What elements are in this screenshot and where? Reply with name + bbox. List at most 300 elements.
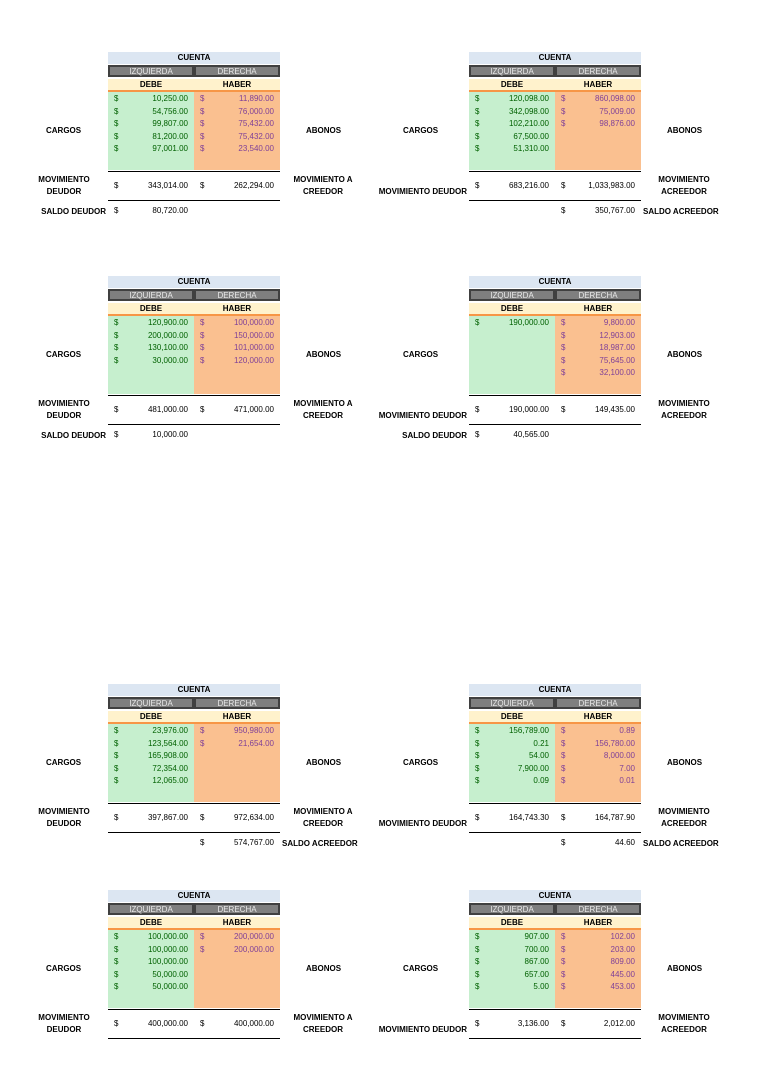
haber-cell — [555, 738, 641, 751]
saldo-amount: 10,000.00 — [152, 430, 188, 439]
izquierda-header: IZQUIERDA — [469, 697, 555, 709]
entry-row — [108, 981, 280, 994]
abonos-label: ABONOS — [667, 964, 703, 973]
currency-symbol: $ — [200, 405, 205, 414]
currency-symbol: $ — [561, 776, 566, 785]
entry-row — [108, 143, 280, 156]
haber-cell — [194, 317, 280, 330]
movimiento-right-label: MOVIMIENTO ACREEDOR — [658, 175, 710, 196]
currency-symbol: $ — [475, 94, 480, 103]
debe-amount: 907.00 — [524, 932, 549, 941]
total-debe — [469, 180, 555, 193]
debe-cell — [469, 956, 555, 969]
cargos-label: CARGOS — [403, 126, 439, 135]
currency-symbol: $ — [200, 318, 205, 327]
total-debe — [469, 1018, 555, 1031]
currency-symbol: $ — [475, 763, 480, 773]
totals-row — [469, 1018, 641, 1030]
debe-cell — [108, 355, 194, 368]
debe-amount: 200,000.00 — [147, 330, 188, 340]
debe-amount: 54,756.00 — [152, 106, 188, 116]
movimiento-right-label: MOVIMIENTO A CREEDOR — [293, 1013, 353, 1034]
haber-amount: 75,432.00 — [238, 119, 274, 128]
haber-header: HABER — [555, 711, 641, 724]
debe-cell — [469, 118, 555, 131]
haber-cell — [194, 981, 280, 994]
entry-row — [108, 93, 280, 106]
currency-symbol: $ — [114, 181, 119, 190]
t-account — [361, 890, 745, 1090]
entry-row — [469, 725, 641, 738]
entry-row — [108, 956, 280, 969]
haber-amount: 76,000.00 — [238, 106, 274, 116]
currency-symbol: $ — [114, 131, 119, 141]
debe-amount: 190,000.00 — [508, 318, 549, 327]
currency-symbol: $ — [200, 1019, 205, 1028]
haber-cell — [555, 330, 641, 343]
haber-cell — [194, 944, 280, 957]
total-separator — [469, 171, 641, 172]
entry-rows — [108, 93, 280, 156]
haber-cell — [555, 969, 641, 982]
debe-amount: 50,000.00 — [152, 969, 188, 979]
haber-amount: 0.01 — [619, 776, 635, 785]
haber-cell — [194, 738, 280, 751]
currency-symbol: $ — [200, 355, 205, 365]
entry-row — [469, 931, 641, 944]
saldo-label: SALDO ACREEDOR — [643, 207, 719, 216]
totals-row — [108, 180, 280, 192]
total-haber — [194, 1018, 280, 1031]
saldo-row — [469, 429, 641, 441]
haber-cell — [555, 106, 641, 119]
movimiento-left-label: MOVIMIENTO DEUDOR — [378, 411, 467, 420]
total-debe — [108, 812, 194, 825]
debe-cell — [108, 969, 194, 982]
debe-cell — [469, 981, 555, 994]
haber-cell — [555, 944, 641, 957]
debe-amount: 867.00 — [524, 957, 549, 966]
entry-row — [108, 118, 280, 131]
haber-amount: 75,009.00 — [599, 106, 635, 116]
derecha-header: DERECHA — [555, 697, 641, 709]
saldo-label: SALDO ACREEDOR — [643, 839, 719, 848]
debe-cell — [108, 93, 194, 106]
debe-cell — [469, 355, 555, 368]
debe-header: DEBE — [108, 303, 194, 316]
total-debe-amount: 3,136.00 — [517, 1019, 549, 1028]
haber-amount: 950,980.00 — [233, 726, 274, 735]
entry-rows — [469, 931, 641, 994]
debe-cell — [469, 738, 555, 751]
derecha-header: DERECHA — [194, 65, 280, 77]
entry-row — [108, 931, 280, 944]
total-separator — [108, 803, 280, 804]
entry-row — [108, 342, 280, 355]
cuenta-header: CUENTA — [108, 890, 280, 902]
currency-symbol: $ — [475, 751, 480, 760]
cargos-label: CARGOS — [46, 126, 82, 135]
currency-symbol: $ — [114, 751, 119, 760]
debe-cell — [469, 131, 555, 144]
movimiento-right-label: MOVIMIENTO ACREEDOR — [658, 399, 710, 420]
debe-amount: 120,098.00 — [508, 94, 549, 103]
currency-symbol: $ — [200, 726, 205, 735]
debe-amount: 130,100.00 — [147, 343, 188, 352]
debe-cell — [469, 944, 555, 957]
haber-amount: 156,780.00 — [594, 738, 635, 748]
haber-amount: 18,987.00 — [599, 343, 635, 352]
haber-amount: 453.00 — [610, 982, 635, 991]
haber-cell — [194, 93, 280, 106]
cuenta-header: CUENTA — [469, 276, 641, 288]
currency-symbol: $ — [114, 1019, 119, 1028]
abonos-label: ABONOS — [306, 758, 342, 767]
haber-cell — [194, 969, 280, 982]
debe-amount: 30,000.00 — [152, 355, 188, 365]
entry-row — [108, 750, 280, 763]
movimiento-left-label: MOVIMIENTO DEUDOR — [38, 399, 90, 420]
currency-symbol: $ — [200, 738, 205, 748]
debe-cell — [108, 763, 194, 776]
haber-cell — [194, 355, 280, 368]
entry-row — [108, 355, 280, 368]
currency-symbol: $ — [561, 355, 566, 365]
total-debe-amount: 397,867.00 — [147, 813, 188, 822]
total-haber — [555, 1018, 641, 1031]
cargos-label: CARGOS — [46, 350, 82, 359]
currency-symbol: $ — [561, 343, 566, 352]
currency-symbol: $ — [200, 330, 205, 340]
debe-cell — [108, 931, 194, 944]
currency-symbol: $ — [475, 181, 480, 190]
cargos-label: CARGOS — [403, 350, 439, 359]
haber-amount: 7.00 — [619, 763, 635, 773]
haber-cell — [194, 118, 280, 131]
saldo-cell — [555, 837, 641, 850]
entry-row — [469, 355, 641, 368]
currency-symbol: $ — [200, 944, 205, 954]
saldo-separator — [469, 1038, 641, 1039]
movimiento-right-label: MOVIMIENTO ACREEDOR — [658, 807, 710, 828]
entry-row — [469, 738, 641, 751]
currency-symbol: $ — [114, 119, 119, 128]
haber-cell — [194, 131, 280, 144]
currency-symbol: $ — [475, 969, 480, 979]
haber-header: HABER — [555, 79, 641, 92]
total-debe-amount: 343,014.00 — [147, 181, 188, 190]
entry-row — [469, 118, 641, 131]
currency-symbol: $ — [114, 944, 119, 954]
entry-row — [108, 131, 280, 144]
currency-symbol: $ — [200, 181, 205, 190]
debe-header: DEBE — [469, 303, 555, 316]
abonos-label: ABONOS — [667, 126, 703, 135]
haber-cell — [194, 763, 280, 776]
haber-header: HABER — [194, 303, 280, 316]
entry-row — [108, 969, 280, 982]
currency-symbol: $ — [114, 738, 119, 748]
debe-amount: 0.09 — [533, 776, 549, 785]
debe-cell — [108, 944, 194, 957]
currency-symbol: $ — [475, 932, 480, 941]
haber-header: HABER — [555, 917, 641, 930]
haber-amount: 102.00 — [610, 932, 635, 941]
t-account — [0, 890, 384, 1090]
haber-cell — [194, 931, 280, 944]
entry-row — [469, 981, 641, 994]
haber-amount: 32,100.00 — [599, 368, 635, 377]
haber-amount: 200,000.00 — [233, 944, 274, 954]
debe-cell — [108, 750, 194, 763]
debe-cell — [469, 775, 555, 788]
debe-cell — [469, 931, 555, 944]
currency-symbol: $ — [114, 969, 119, 979]
currency-symbol: $ — [475, 131, 480, 141]
haber-cell — [194, 367, 280, 380]
movimiento-left-label: MOVIMIENTO DEUDOR — [38, 1013, 90, 1034]
total-haber — [555, 404, 641, 417]
total-haber — [194, 180, 280, 193]
haber-cell — [194, 106, 280, 119]
saldo-row — [469, 837, 641, 849]
debe-header: DEBE — [108, 917, 194, 930]
entry-rows — [469, 725, 641, 788]
currency-symbol: $ — [114, 932, 119, 941]
entry-row — [469, 143, 641, 156]
abonos-label: ABONOS — [306, 126, 342, 135]
debe-cell — [108, 367, 194, 380]
cargos-label: CARGOS — [403, 758, 439, 767]
saldo-separator — [108, 1038, 280, 1039]
entry-rows — [108, 931, 280, 994]
haber-amount: 150,000.00 — [233, 330, 274, 340]
debe-amount: 165,908.00 — [147, 751, 188, 760]
currency-symbol: $ — [561, 838, 566, 847]
currency-symbol: $ — [475, 318, 480, 327]
debe-amount: 123,564.00 — [147, 738, 188, 748]
total-haber — [555, 812, 641, 825]
total-debe-amount: 481,000.00 — [147, 405, 188, 414]
haber-amount: 203.00 — [610, 944, 635, 954]
haber-cell — [555, 725, 641, 738]
debe-cell — [108, 981, 194, 994]
haber-amount: 809.00 — [610, 957, 635, 966]
saldo-separator — [108, 424, 280, 425]
entry-row — [469, 750, 641, 763]
haber-amount: 8,000.00 — [603, 751, 635, 760]
izquierda-header: IZQUIERDA — [108, 697, 194, 709]
currency-symbol: $ — [200, 932, 205, 941]
debe-cell — [469, 367, 555, 380]
izquierda-header: IZQUIERDA — [108, 903, 194, 915]
izquierda-header: IZQUIERDA — [108, 65, 194, 77]
debe-cell — [108, 143, 194, 156]
totals-row — [108, 812, 280, 824]
entry-rows — [469, 93, 641, 156]
currency-symbol: $ — [475, 982, 480, 991]
currency-symbol: $ — [561, 763, 566, 773]
cuenta-header: CUENTA — [108, 276, 280, 288]
entry-row — [108, 944, 280, 957]
entry-row — [469, 342, 641, 355]
currency-symbol: $ — [114, 318, 119, 327]
currency-symbol: $ — [114, 726, 119, 735]
haber-cell — [555, 342, 641, 355]
haber-cell — [555, 118, 641, 131]
currency-symbol: $ — [114, 957, 119, 966]
saldo-row — [108, 205, 280, 217]
debe-amount: 700.00 — [524, 944, 549, 954]
currency-symbol: $ — [561, 318, 566, 327]
saldo-separator — [108, 832, 280, 833]
entry-row — [469, 956, 641, 969]
saldo-cell — [108, 205, 194, 218]
haber-cell — [555, 143, 641, 156]
debe-amount: 0.21 — [533, 738, 549, 748]
total-haber-amount: 400,000.00 — [233, 1019, 274, 1028]
debe-amount: 156,789.00 — [508, 726, 549, 735]
currency-symbol: $ — [114, 776, 119, 785]
currency-symbol: $ — [561, 330, 566, 340]
currency-symbol: $ — [114, 355, 119, 365]
entry-row — [108, 330, 280, 343]
currency-symbol: $ — [475, 106, 480, 116]
currency-symbol: $ — [561, 813, 566, 822]
haber-cell — [194, 956, 280, 969]
currency-symbol: $ — [114, 813, 119, 822]
haber-amount: 11,890.00 — [239, 94, 274, 103]
t-account — [0, 52, 384, 252]
movimiento-right-label: MOVIMIENTO A CREEDOR — [293, 399, 353, 420]
haber-cell — [194, 342, 280, 355]
haber-amount: 98,876.00 — [599, 119, 635, 128]
entry-rows — [108, 317, 280, 380]
saldo-label: SALDO DEUDOR — [41, 431, 106, 440]
currency-symbol: $ — [114, 144, 119, 153]
entry-row — [108, 775, 280, 788]
saldo-row — [108, 837, 280, 849]
currency-symbol: $ — [561, 932, 566, 941]
haber-cell — [194, 330, 280, 343]
currency-symbol: $ — [200, 144, 205, 153]
debe-cell — [108, 317, 194, 330]
total-separator — [108, 395, 280, 396]
cuenta-header: CUENTA — [108, 684, 280, 696]
total-debe-amount: 164,743.30 — [508, 813, 549, 822]
haber-cell — [194, 143, 280, 156]
totals-row — [469, 180, 641, 192]
movimiento-right-label: MOVIMIENTO ACREEDOR — [658, 1013, 710, 1034]
debe-cell — [108, 956, 194, 969]
derecha-header: DERECHA — [194, 903, 280, 915]
haber-cell — [555, 367, 641, 380]
haber-amount: 200,000.00 — [233, 932, 274, 941]
debe-amount: 120,900.00 — [147, 318, 188, 327]
haber-cell — [194, 750, 280, 763]
totals-row — [469, 404, 641, 416]
debe-cell — [469, 763, 555, 776]
debe-amount: 7,900.00 — [517, 763, 549, 773]
currency-symbol: $ — [200, 94, 205, 103]
debe-cell — [469, 93, 555, 106]
saldo-cell — [108, 429, 194, 442]
haber-amount: 100,000.00 — [233, 318, 274, 327]
currency-symbol: $ — [561, 405, 566, 414]
debe-amount: 23,976.00 — [152, 726, 188, 735]
derecha-header: DERECHA — [194, 697, 280, 709]
total-haber — [555, 180, 641, 193]
currency-symbol: $ — [475, 813, 480, 822]
total-debe-amount: 400,000.00 — [147, 1019, 188, 1028]
debe-amount: 100,000.00 — [147, 957, 188, 966]
total-debe-amount: 190,000.00 — [508, 405, 549, 414]
debe-amount: 50,000.00 — [152, 982, 188, 991]
currency-symbol: $ — [114, 94, 119, 103]
total-debe — [108, 1018, 194, 1031]
saldo-amount: 44.60 — [614, 838, 635, 847]
movimiento-left-label: MOVIMIENTO DEUDOR — [378, 1025, 467, 1034]
haber-cell — [555, 775, 641, 788]
debe-cell — [469, 106, 555, 119]
entry-row — [469, 317, 641, 330]
currency-symbol: $ — [561, 982, 566, 991]
saldo-amount: 574,767.00 — [233, 838, 274, 847]
currency-symbol: $ — [561, 751, 566, 760]
currency-symbol: $ — [561, 206, 566, 215]
total-debe-amount: 683,216.00 — [508, 181, 549, 190]
debe-cell — [108, 738, 194, 751]
debe-amount: 5.00 — [533, 982, 549, 991]
saldo-cell — [194, 837, 280, 850]
total-haber-amount: 2,012.00 — [603, 1019, 635, 1028]
haber-cell — [555, 956, 641, 969]
saldo-separator — [469, 200, 641, 201]
totals-row — [469, 812, 641, 824]
debe-cell — [108, 106, 194, 119]
debe-header: DEBE — [469, 79, 555, 92]
currency-symbol: $ — [200, 343, 205, 352]
saldo-label: SALDO ACREEDOR — [282, 839, 358, 848]
haber-amount: 75,432.00 — [238, 131, 274, 141]
currency-symbol: $ — [561, 738, 566, 748]
cuenta-header: CUENTA — [469, 684, 641, 696]
abonos-label: ABONOS — [667, 350, 703, 359]
debe-amount: 657.00 — [524, 969, 549, 979]
currency-symbol: $ — [114, 763, 119, 773]
saldo-separator — [469, 424, 641, 425]
izquierda-header: IZQUIERDA — [469, 65, 555, 77]
debe-amount: 67,500.00 — [513, 131, 549, 141]
haber-cell — [194, 725, 280, 738]
debe-cell — [469, 317, 555, 330]
entry-row — [469, 775, 641, 788]
t-account — [0, 684, 384, 884]
haber-amount: 445.00 — [610, 969, 635, 979]
cuenta-header: CUENTA — [469, 52, 641, 64]
entry-row — [108, 763, 280, 776]
haber-amount: 12,903.00 — [599, 330, 635, 340]
totals-row — [108, 404, 280, 416]
entry-row — [108, 725, 280, 738]
cargos-label: CARGOS — [46, 758, 82, 767]
currency-symbol: $ — [200, 838, 205, 847]
saldo-row — [108, 429, 280, 441]
cargos-label: CARGOS — [46, 964, 82, 973]
haber-header: HABER — [555, 303, 641, 316]
total-separator — [469, 803, 641, 804]
haber-amount: 23,540.00 — [238, 144, 274, 153]
